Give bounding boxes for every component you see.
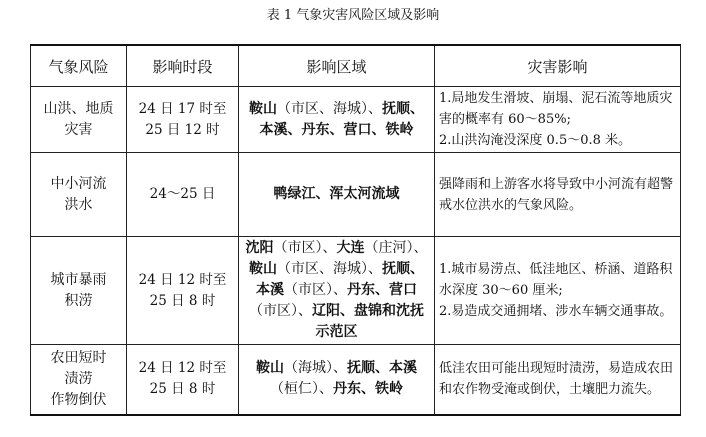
header-area: 影响区域 xyxy=(239,45,435,87)
risk-line: 农田短时 xyxy=(50,349,107,366)
area-segment: （市区）、 xyxy=(273,240,337,256)
area-segment: 抚顺、本溪 xyxy=(256,261,424,298)
risk-cell xyxy=(31,153,127,237)
risk-cell xyxy=(31,345,127,415)
area-segment: 鞍山 xyxy=(249,100,277,117)
area-segment: 丹东、营口 xyxy=(347,282,417,298)
period-line: 24 日 12 时至 xyxy=(138,360,227,377)
table-caption: 表 1 气象灾害风险区域及影响 xyxy=(266,8,440,23)
period-line: 25 日 12 时 xyxy=(145,121,220,138)
impact-line: 强降雨和上游客水将导致中小河流有超警戒水位洪水的气象风险。 xyxy=(439,176,674,213)
area-segment: 沈阳 xyxy=(245,240,274,256)
area-cell xyxy=(239,237,435,345)
area-cell xyxy=(239,153,435,237)
period-cell xyxy=(127,153,239,237)
area-segment: （庄河）、 xyxy=(364,240,428,256)
impact-line: 2.山洪沟淹没深度 0.5～0.8 米。 xyxy=(439,133,632,148)
period-cell xyxy=(127,345,239,415)
impact-cell xyxy=(435,87,681,153)
period-line: 25 日 8 时 xyxy=(149,381,216,398)
header-risk: 气象风险 xyxy=(31,45,127,87)
header-period: 影响时段 xyxy=(127,45,239,87)
impact-line: 1.城市易涝点、低洼地区、桥涵、道路积水深度 30～60 厘米; xyxy=(439,262,673,298)
header-impact: 灾害影响 xyxy=(435,45,681,87)
area-segment: 鸭绿江、浑太河流域 xyxy=(273,186,400,202)
period-cell xyxy=(127,237,239,345)
risk-table xyxy=(30,44,681,416)
area-segment: （市区）、 xyxy=(249,303,312,319)
risk-line: 山洪、地质 xyxy=(43,100,114,117)
risk-line: 中小河流 xyxy=(50,175,107,192)
risk-line: 城市暴雨 xyxy=(50,271,107,288)
table-header-row xyxy=(31,45,681,87)
table-row xyxy=(31,87,681,153)
area-segment: 抚顺、本溪、丹东、营口、铁岭 xyxy=(259,100,424,138)
area-segment: 鞍山 xyxy=(249,261,277,277)
period-line: 24 日 12 时至 xyxy=(138,271,227,288)
risk-line: 渍涝 xyxy=(64,370,93,387)
impact-line: 1.局地发生滑坡、崩塌、泥石流等地质灾害的概率有 60～85%; xyxy=(439,91,673,127)
area-segment: （桓仁）、 xyxy=(270,381,333,398)
period-line: 24～25 日 xyxy=(149,186,216,202)
period-cell xyxy=(127,87,239,153)
impact-cell xyxy=(435,237,681,345)
impact-cell xyxy=(435,153,681,237)
area-cell xyxy=(239,345,435,415)
impact-line: 低洼农田可能出现短时渍涝，易造成农田和农作物受淹或倒伏，土壤肥力流失。 xyxy=(439,361,674,398)
impact-cell xyxy=(435,345,681,415)
area-cell xyxy=(239,87,435,153)
area-segment: 大连 xyxy=(336,240,365,256)
area-segment: 丹东、铁岭 xyxy=(333,381,403,398)
area-segment: （市区、海城）、 xyxy=(277,100,382,117)
risk-line: 灾害 xyxy=(64,121,93,138)
period-line: 24 日 17 时至 xyxy=(138,100,227,117)
table-row xyxy=(31,345,681,415)
risk-cell xyxy=(31,237,127,345)
risk-line: 积涝 xyxy=(64,292,93,309)
area-segment: 抚顺、本溪 xyxy=(347,360,417,377)
area-segment: （海城）、 xyxy=(284,360,347,377)
area-segment: 辽阳、盘锦和沈抚示范区 xyxy=(312,303,424,340)
area-segment: （市区、海城）、 xyxy=(277,261,382,277)
area-segment: 鞍山 xyxy=(256,360,284,377)
period-line: 25 日 8 时 xyxy=(149,292,216,309)
risk-line: 作物倒伏 xyxy=(50,391,107,408)
table-row xyxy=(31,237,681,345)
table-row xyxy=(31,153,681,237)
risk-line: 洪水 xyxy=(64,196,93,213)
risk-cell xyxy=(31,87,127,153)
area-segment: （市区）、 xyxy=(284,282,347,298)
impact-line: 2.易造成交通拥堵、涉水车辆交通事故。 xyxy=(439,304,673,319)
